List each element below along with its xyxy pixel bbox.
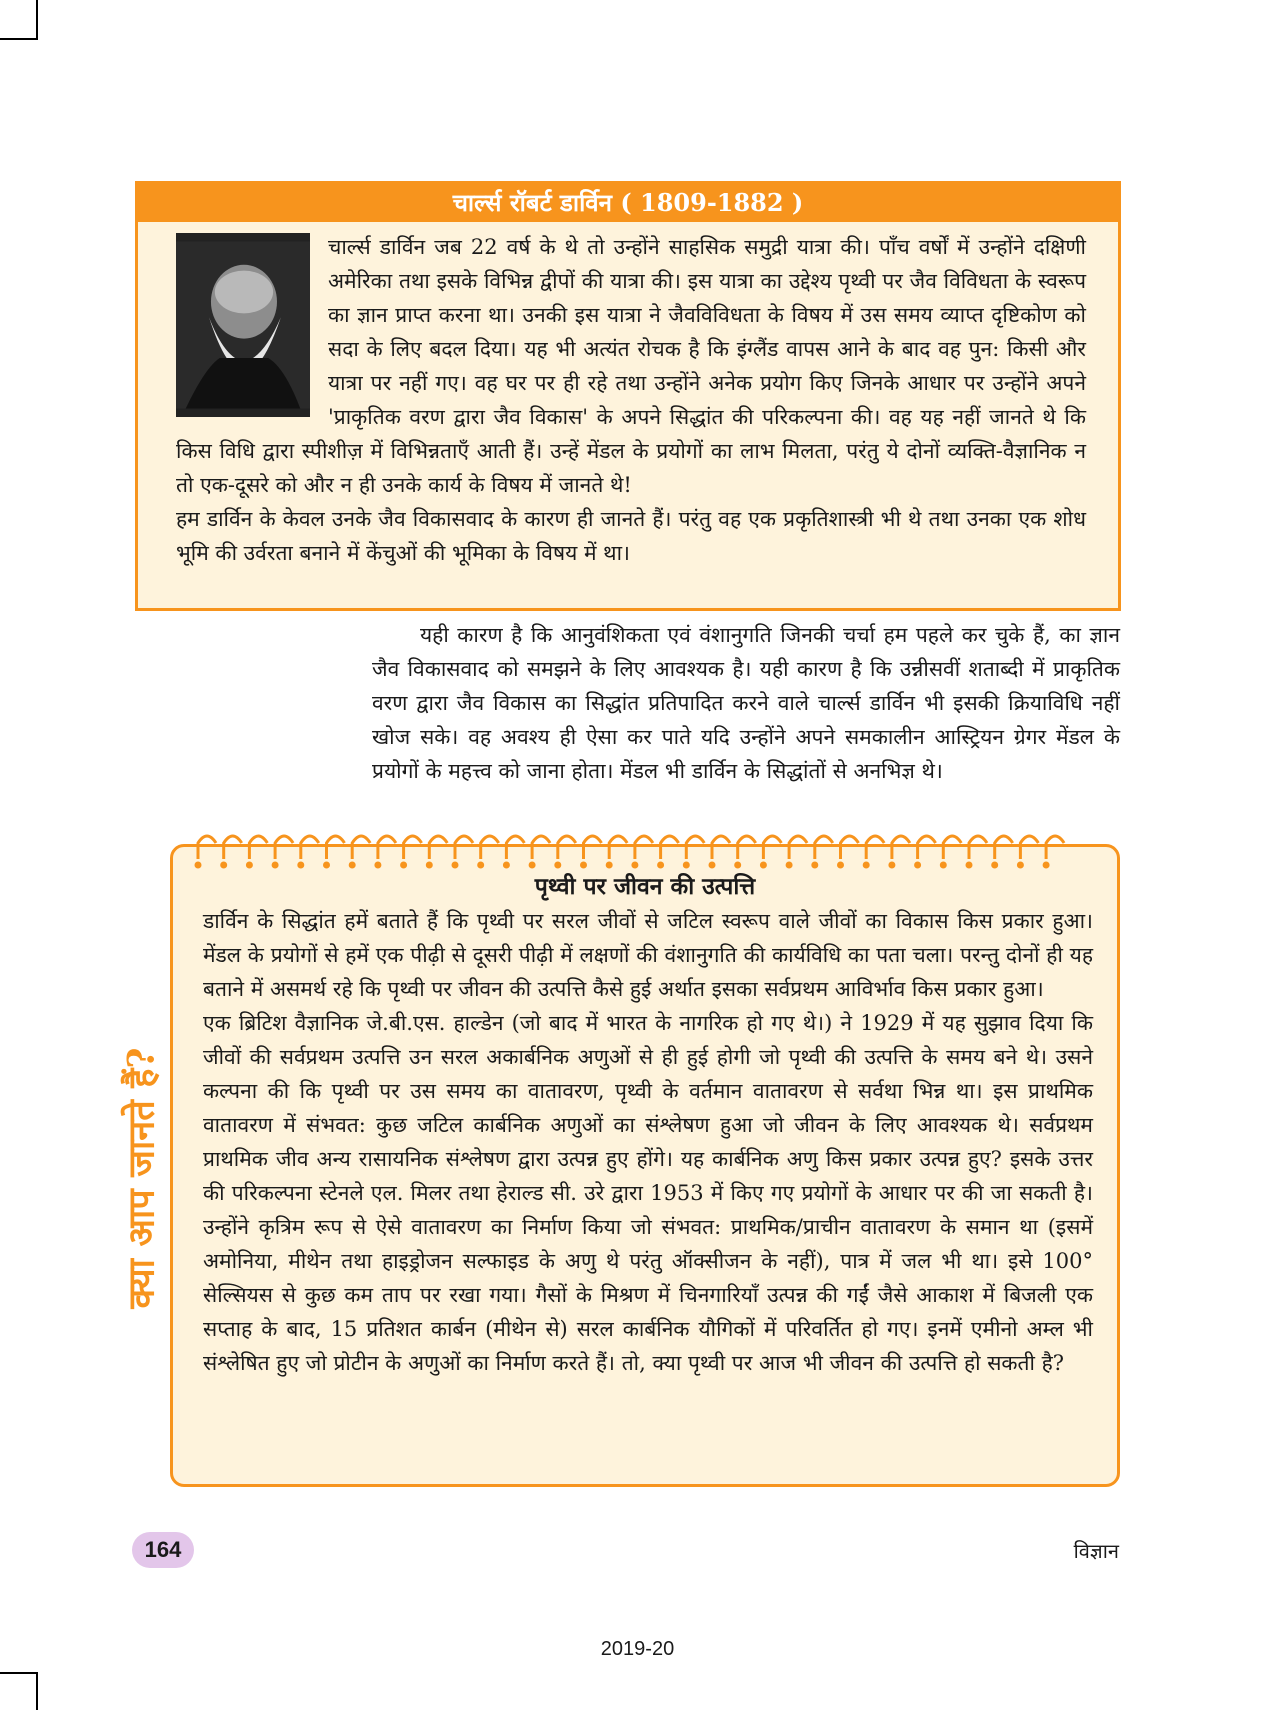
darwin-paragraph-2: हम डार्विन के केवल उनके जैव विकासवाद के कारण ही जानते हैं। परंतु वह एक प्रकृतिशास्त्री भी थे तथा उनका एक शोध भूमि की उर्वरता बनाने में केंचुओं की भूमिका के विषय में था। bbox=[176, 507, 1086, 565]
crop-mark bbox=[36, 0, 38, 40]
spiral-hole bbox=[657, 862, 664, 869]
spiral-ring bbox=[506, 836, 524, 859]
darwin-biography-box bbox=[135, 181, 1121, 611]
crop-mark bbox=[0, 38, 38, 40]
darwin-paragraph-1: चार्ल्स डार्विन जब 22 वर्ष के थे तो उन्होंने साहसिक समुद्री यात्रा की। पाँच वर्षों में उन्होंने दक्षिणी अमेरिका तथा इसके विभिन्न द्वीपों की यात्रा की। इस यात्रा का उद्देश्य पृथ्वी पर जैव विविधता के स्वरूप का ज्ञान प्राप्त करना था। उनकी इस यात्रा ने जैवविविधता के विषय में उस समय व्याप्त दृष्टिकोण को सदा के लिए बदल दिया। यह भी अत्यंत रोचक है कि इंग्लैंड वापस आने के बाद वह पुन: किसी और यात्रा पर नहीं गए। वह घर पर ही रहे तथा उन्होंने अनेक प्रयोग किए जिनके आधार पर उन्होंने अपने 'प्राकृतिक वरण द्वारा जैव विकास' के अपने सिद्धांत की परिकल्पना की। वह यह नहीं जानते थे कि किस विधि द्वारा स्पीशीज़ में विभिन्नताएँ आती हैं। उन्हें मेंडल के प्रयोगों का लाभ मिलता, परंतु ये दोनों व्यक्ति-वैज्ञानिक न तो एक-दूसरे को और न ही उनके कार्य के विषय में जानते थे! हम डार्विन के केवल उनके जैव विकासवाद के कारण ही जानते हैं। परंतु वह एक प्रकृतिशास्त्री भी थे तथा उनका एक शोध भूमि की उर्वरता बनाने में केंचुओं की भूमिका के विषय में था। bbox=[176, 230, 1086, 570]
spiral-hole bbox=[477, 862, 484, 869]
spiral-ring bbox=[532, 836, 550, 859]
spiral-binding-decoration bbox=[190, 829, 1070, 875]
photo-wrap-spacer bbox=[176, 230, 328, 425]
spiral-hole bbox=[580, 862, 587, 869]
spiral-hole bbox=[888, 862, 895, 869]
spiral-ring bbox=[1046, 836, 1064, 859]
page-number-badge: 164 bbox=[132, 1532, 194, 1568]
note-box-title: पृथ्वी पर जीवन की उत्पत्ति bbox=[534, 873, 756, 900]
spiral-ring bbox=[429, 836, 447, 859]
spiral-ring bbox=[198, 836, 216, 859]
spiral-hole bbox=[297, 862, 304, 869]
spiral-ring bbox=[224, 836, 242, 859]
subject-label: विज्ञान bbox=[1073, 1539, 1119, 1563]
spiral-ring bbox=[969, 836, 987, 859]
spiral-hole bbox=[503, 862, 510, 869]
spiral-hole bbox=[426, 862, 433, 869]
spiral-ring bbox=[404, 836, 422, 859]
spiral-ring bbox=[378, 836, 396, 859]
spiral-ring bbox=[558, 836, 576, 859]
spiral-ring bbox=[301, 836, 319, 859]
edition-year: 2019-20 bbox=[600, 1638, 675, 1660]
spiral-hole bbox=[195, 862, 202, 869]
spiral-hole bbox=[734, 862, 741, 869]
spiral-ring bbox=[815, 836, 833, 859]
spiral-ring bbox=[249, 836, 267, 859]
spiral-hole bbox=[760, 862, 767, 869]
spiral-hole bbox=[400, 862, 407, 869]
spiral-hole bbox=[786, 862, 793, 869]
spiral-hole bbox=[349, 862, 356, 869]
spiral-ring bbox=[609, 836, 627, 859]
spiral-ring bbox=[918, 836, 936, 859]
spiral-ring bbox=[481, 836, 499, 859]
crop-mark bbox=[0, 1672, 38, 1674]
spiral-hole bbox=[709, 862, 716, 869]
spiral-hole bbox=[966, 862, 973, 869]
note-paragraphs bbox=[203, 904, 1093, 1380]
spiral-hole bbox=[1017, 862, 1024, 869]
spiral-hole bbox=[272, 862, 279, 869]
spiral-hole bbox=[863, 862, 870, 869]
spiral-hole bbox=[991, 862, 998, 869]
spiral-ring bbox=[1020, 836, 1038, 859]
spiral-ring bbox=[892, 836, 910, 859]
spiral-hole bbox=[374, 862, 381, 869]
spiral-hole bbox=[220, 862, 227, 869]
crop-mark bbox=[36, 1672, 38, 1710]
spiral-hole bbox=[529, 862, 536, 869]
spiral-ring bbox=[943, 836, 961, 859]
side-label-text: क्या आप जानते हैं? bbox=[120, 1047, 163, 1309]
note-paragraph-1: डार्विन के सिद्धांत हमें बताते हैं कि पृथ्वी पर सरल जीवों से जटिल स्वरूप वाले जीवों का विकास किस प्रकार हुआ। मेंडल के प्रयोगों से हमें एक पीढ़ी से दूसरी पीढ़ी में लक्षणों की वंशानुगति की कार्यविधि का पता चला। परन्तु दोनों ही यह बताने में असमर्थ रहे कि पृथ्वी पर जीवन की उत्पत्ति कैसे हुई अर्थात इसका सर्वप्रथम आविर्भाव किस प्रकार हुआ। bbox=[203, 909, 1093, 1001]
spiral-ring bbox=[712, 836, 730, 859]
spiral-ring bbox=[661, 836, 679, 859]
spiral-ring bbox=[763, 836, 781, 859]
note-paragraph-2: एक ब्रिटिश वैज्ञानिक जे.बी.एस. हाल्डेन (जो बाद में भारत के नागरिक हो गए थे।) ने 1929 में यह सुझाव दिया कि जीवों की सर्वप्रथम उत्पत्ति उन सरल अकार्बनिक अणुओं से ही हुई होगी जो पृथ्वी की उत्पत्ति के समय बने थे। उसने कल्पना की कि पृथ्वी पर उस समय का वातावरण, पृथ्वी के वर्तमान वातावरण से सर्वथा भिन्न था। इस प्राथमिक वातावरण में संभवत: कुछ जटिल कार्बनिक अणुओं का संश्लेषण हुआ जो जीवन के लिए आवश्यक थे। सर्वप्रथम प्राथमिक जीव अन्य रासायनिक संश्लेषण द्वारा उत्पन्न हुए होंगे। यह कार्बनिक अणु किस प्रकार उत्पन्न हुए? इसके उत्तर की परिकल्पना स्टेनले एल. मिलर तथा हेराल्ड सी. उरे द्वारा 1953 में किए गए प्रयोगों के आधार पर की जा सकती है। उन्होंने कृत्रिम रूप से ऐसे वातावरण का निर्माण किया जो संभवत: प्राथमिक/प्राचीन वातावरण के समान था (इसमें अमोनिया, मीथेन तथा हाइड्रोजन सल्फाइड के अणु थे परंतु ऑक्सीजन के नहीं), पात्र में जल भी था। इसे 100° सेल्सियस से कुछ कम ताप पर रखा गया। गैसों के मिश्रण में चिनगारियाँ उत्पन्न की गईं जैसे आकाश में बिजली एक सप्ताह के बाद, 15 प्रतिशत कार्बन (मीथेन से) सरल कार्बनिक यौगिकों में परिवर्तित हो गए। इनमें एमीनो अम्ल भी संश्लेषित हुए जो प्रोटीन के अणुओं का निर्माण करते हैं। तो, क्या पृथ्वी पर आज भी जीवन की उत्पत्ति हो सकती है? bbox=[203, 1011, 1093, 1375]
spiral-ring bbox=[738, 836, 756, 859]
darwin-box-title: चार्ल्स रॉबर्ट डार्विन ( 1809-1882 ) bbox=[138, 184, 1118, 222]
spiral-ring bbox=[789, 836, 807, 859]
spiral-hole bbox=[323, 862, 330, 869]
spiral-hole bbox=[683, 862, 690, 869]
spiral-hole bbox=[940, 862, 947, 869]
spiral-ring bbox=[455, 836, 473, 859]
spiral-hole bbox=[606, 862, 613, 869]
spiral-hole bbox=[811, 862, 818, 869]
spiral-ring bbox=[635, 836, 653, 859]
spiral-ring bbox=[841, 836, 859, 859]
spiral-hole bbox=[554, 862, 561, 869]
spiral-hole bbox=[246, 862, 253, 869]
do-you-know-box bbox=[170, 844, 1120, 1487]
spiral-ring bbox=[584, 836, 602, 859]
spiral-hole bbox=[837, 862, 844, 869]
spiral-ring bbox=[327, 836, 345, 859]
main-paragraph: यही कारण है कि आनुवंशिकता एवं वंशानुगति जिनकी चर्चा हम पहले कर चुके हैं, का ज्ञान जैव विकासवाद को समझने के लिए आवश्यक है। यही कारण है कि उन्नीसवीं शताब्दी में प्राकृतिक वरण द्वारा जैव विकास का सिद्धांत प्रतिपादित करने वाले चार्ल्स डार्विन भी इसकी क्रियाविधि नहीं खोज सके। वह अवश्य ही ऐसा कर पाते यदि उन्होंने अपने समकालीन आस्ट्रियन ग्रेगर मेंडल के प्रयोगों के महत्त्व को जाना होता। मेंडल भी डार्विन के सिद्धांतों से अनभिज्ञ थे। bbox=[372, 623, 1120, 783]
spiral-ring bbox=[275, 836, 293, 859]
spiral-ring bbox=[686, 836, 704, 859]
spiral-ring bbox=[352, 836, 370, 859]
spiral-hole bbox=[631, 862, 638, 869]
spiral-hole bbox=[914, 862, 921, 869]
spiral-ring bbox=[995, 836, 1013, 859]
spiral-ring bbox=[866, 836, 884, 859]
spiral-hole bbox=[452, 862, 459, 869]
spiral-hole bbox=[1043, 862, 1050, 869]
